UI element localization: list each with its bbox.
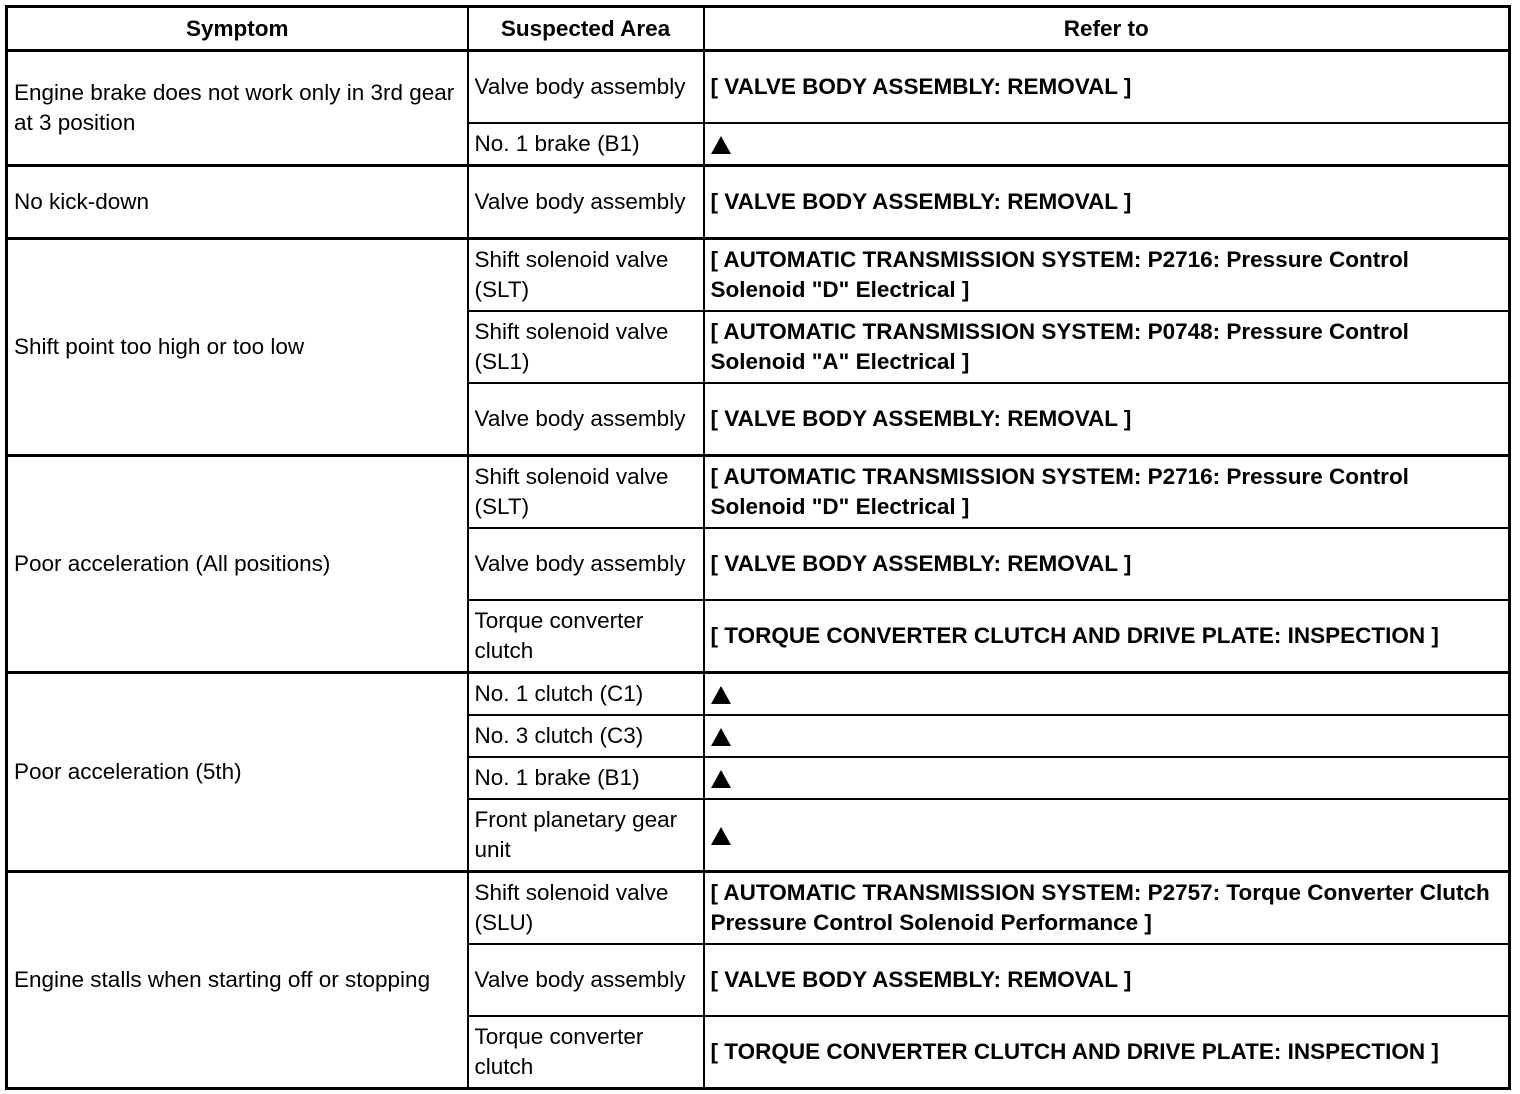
suspected-area-cell: No. 1 brake (B1) (468, 123, 704, 166)
refer-to-cell (704, 757, 1510, 799)
triangle-marker-icon (711, 686, 731, 704)
suspected-area-cell: Shift solenoid valve (SLT) (468, 456, 704, 529)
symptom-cell: Shift point too high or too low (7, 239, 468, 456)
refer-to-cell[interactable] (704, 456, 1510, 529)
suspected-area-cell: Valve body assembly (468, 166, 704, 239)
triangle-marker-icon (711, 136, 731, 154)
refer-to-cell[interactable] (704, 1016, 1510, 1089)
refer-to-link[interactable]: [ VALVE BODY ASSEMBLY: REMOVAL ] (710, 406, 1132, 431)
refer-to-cell (704, 123, 1510, 166)
suspected-area-cell: Torque converter clutch (468, 600, 704, 673)
refer-to-cell (704, 715, 1510, 757)
suspected-area-cell: Shift solenoid valve (SLU) (468, 872, 704, 945)
suspected-area-cell: Torque converter clutch (468, 1016, 704, 1089)
refer-to-link[interactable]: [ VALVE BODY ASSEMBLY: REMOVAL ] (710, 74, 1132, 99)
refer-to-cell[interactable] (704, 944, 1510, 1016)
refer-to-cell[interactable] (704, 872, 1510, 945)
refer-to-cell (704, 799, 1510, 872)
refer-to-cell[interactable] (704, 239, 1510, 312)
suspected-area-cell: Valve body assembly (468, 528, 704, 600)
symptom-cell: Engine stalls when starting off or stopping (7, 872, 468, 1089)
refer-to-cell[interactable] (704, 383, 1510, 456)
suspected-area-cell: No. 1 clutch (C1) (468, 673, 704, 716)
suspected-area-cell: Valve body assembly (468, 383, 704, 456)
triangle-marker-icon (711, 827, 731, 845)
header-suspected-area: Suspected Area (468, 7, 704, 51)
refer-to-link[interactable]: [ VALVE BODY ASSEMBLY: REMOVAL ] (710, 967, 1132, 992)
refer-to-link[interactable]: [ VALVE BODY ASSEMBLY: REMOVAL ] (710, 551, 1132, 576)
symptom-cell: Engine brake does not work only in 3rd gear at 3 position (7, 51, 468, 166)
table-row (7, 239, 1510, 312)
refer-to-link[interactable]: [ AUTOMATIC TRANSMISSION SYSTEM: P2716: Pressure Control Solenoid "D" Electrical ] (710, 464, 1409, 519)
table-row (7, 166, 1510, 239)
header-symptom: Symptom (7, 7, 468, 51)
symptom-cell: Poor acceleration (5th) (7, 673, 468, 872)
suspected-area-cell: Shift solenoid valve (SL1) (468, 311, 704, 383)
table-row (7, 51, 1510, 124)
refer-to-cell[interactable] (704, 311, 1510, 383)
refer-to-link[interactable]: [ VALVE BODY ASSEMBLY: REMOVAL ] (710, 189, 1132, 214)
refer-to-link[interactable]: [ AUTOMATIC TRANSMISSION SYSTEM: P2757: Torque Converter Clutch Pressure Control Solenoid Performance ] (710, 880, 1490, 935)
table-row (7, 673, 1510, 716)
table-row (7, 456, 1510, 529)
refer-to-link[interactable]: [ TORQUE CONVERTER CLUTCH AND DRIVE PLATE: INSPECTION ] (710, 1039, 1439, 1064)
symptom-cell: No kick-down (7, 166, 468, 239)
refer-to-cell[interactable] (704, 528, 1510, 600)
suspected-area-cell: Shift solenoid valve (SLT) (468, 239, 704, 312)
suspected-area-cell: No. 1 brake (B1) (468, 757, 704, 799)
header-refer-to: Refer to (704, 7, 1510, 51)
table-row (7, 872, 1510, 945)
triangle-marker-icon (711, 728, 731, 746)
refer-to-link[interactable]: [ TORQUE CONVERTER CLUTCH AND DRIVE PLATE: INSPECTION ] (710, 623, 1439, 648)
suspected-area-cell: Front planetary gear unit (468, 799, 704, 872)
refer-to-link[interactable]: [ AUTOMATIC TRANSMISSION SYSTEM: P2716: Pressure Control Solenoid "D" Electrical ] (710, 247, 1409, 302)
refer-to-link[interactable]: [ AUTOMATIC TRANSMISSION SYSTEM: P0748: Pressure Control Solenoid "A" Electrical ] (710, 319, 1409, 374)
refer-to-cell[interactable] (704, 166, 1510, 239)
suspected-area-cell: No. 3 clutch (C3) (468, 715, 704, 757)
refer-to-cell[interactable] (704, 51, 1510, 124)
troubleshooting-table (5, 5, 1511, 1090)
table-body (7, 51, 1510, 1089)
suspected-area-cell: Valve body assembly (468, 944, 704, 1016)
refer-to-cell[interactable] (704, 600, 1510, 673)
header-row (7, 7, 1510, 51)
symptom-cell: Poor acceleration (All positions) (7, 456, 468, 673)
suspected-area-cell: Valve body assembly (468, 51, 704, 124)
triangle-marker-icon (711, 770, 731, 788)
refer-to-cell (704, 673, 1510, 716)
